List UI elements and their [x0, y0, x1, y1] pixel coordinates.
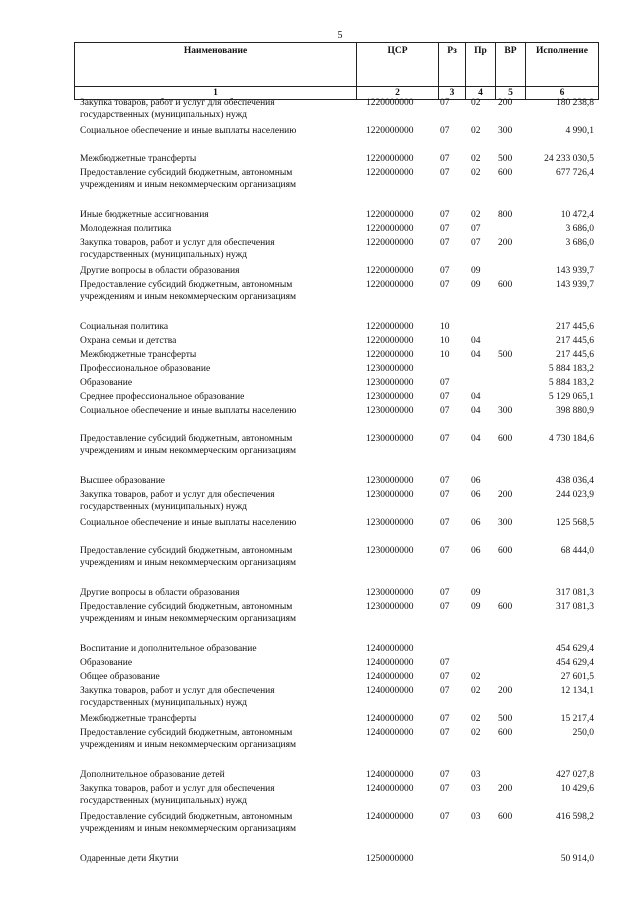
row-name [80, 363, 350, 375]
row-pr: 09 [471, 280, 481, 290]
row-name [80, 713, 350, 725]
row-csr: 1220000000 [366, 154, 414, 164]
row-amount: 4 730 184,6 [548, 434, 594, 444]
row-rz: 07 [440, 224, 450, 234]
row-vr: 500 [498, 154, 513, 164]
row-pr: 02 [471, 126, 481, 136]
row-name-line: Общее образование [80, 672, 160, 682]
row-amount: 454 629,4 [556, 658, 594, 668]
row-pr: 03 [471, 784, 481, 794]
row-name-line: Социальное обеспечение и иные выплаты населению [80, 518, 297, 528]
row-name-line: Межбюджетные трансферты [80, 714, 197, 724]
row-pr: 03 [471, 770, 481, 780]
row-amount: 10 472,4 [560, 210, 594, 220]
row-name [80, 475, 350, 487]
row-rz: 07 [440, 686, 450, 696]
row-rz: 10 [440, 350, 450, 360]
row-amount: 24 233 030,5 [544, 154, 594, 164]
row-name-line: Молодежная политика [80, 224, 172, 234]
row-name-line: Предоставление субсидий бюджетным, автономным [80, 280, 293, 290]
row-name-line: Высшее образование [80, 476, 166, 486]
row-amount: 15 217,4 [560, 714, 594, 724]
row-amount: 125 568,5 [556, 518, 594, 528]
row-name-line: учреждениям и иным некоммерческим организациям [80, 446, 297, 456]
row-name-line: государственных (муниципальных) нужд [80, 796, 247, 806]
row-vr: 800 [498, 210, 513, 220]
row-vr: 600 [498, 812, 513, 822]
row-rz: 10 [440, 336, 450, 346]
row-rz: 07 [440, 98, 450, 108]
row-name [80, 657, 350, 669]
row-vr: 200 [498, 490, 513, 500]
row-amount: 68 444,0 [560, 546, 594, 556]
row-name-line: Предоставление субсидий бюджетным, автономным [80, 812, 293, 822]
row-name [80, 223, 350, 235]
header-csr: ЦСР [357, 43, 439, 87]
row-csr: 1230000000 [366, 406, 414, 416]
row-csr: 1240000000 [366, 770, 414, 780]
header-rz: Рз [439, 43, 466, 87]
row-name [80, 97, 350, 121]
row-name [80, 153, 350, 165]
row-rz: 07 [440, 238, 450, 248]
row-rz: 07 [440, 210, 450, 220]
row-amount: 50 914,0 [560, 854, 594, 864]
row-name-line: Межбюджетные трансферты [80, 350, 197, 360]
row-name-line: Охрана семьи и детства [80, 336, 177, 346]
row-rz: 10 [440, 322, 450, 332]
row-pr: 02 [471, 728, 481, 738]
row-vr: 200 [498, 784, 513, 794]
row-pr: 07 [471, 224, 481, 234]
row-pr: 02 [471, 168, 481, 178]
header-pr: Пр [466, 43, 496, 87]
row-name-line: учреждениям и иным некоммерческим организациям [80, 824, 297, 834]
row-csr: 1220000000 [366, 350, 414, 360]
row-rz: 07 [440, 714, 450, 724]
row-pr: 06 [471, 518, 481, 528]
row-name-line: Дополнительное образование детей [80, 770, 225, 780]
header-name: Наименование [75, 43, 357, 87]
row-rz: 07 [440, 154, 450, 164]
row-name-line: Межбюджетные трансферты [80, 154, 197, 164]
row-csr: 1220000000 [366, 224, 414, 234]
row-name-line: Закупка товаров, работ и услуг для обеспечения [80, 686, 275, 696]
row-csr: 1230000000 [366, 602, 414, 612]
row-rz: 07 [440, 168, 450, 178]
row-name-line: учреждениям и иным некоммерческим организациям [80, 740, 297, 750]
row-amount: 454 629,4 [556, 644, 594, 654]
row-name-line: государственных (муниципальных) нужд [80, 698, 247, 708]
row-pr: 04 [471, 392, 481, 402]
row-name [80, 685, 350, 709]
row-name-line: Социальная политика [80, 322, 169, 332]
row-amount: 4 990,1 [565, 126, 594, 136]
row-name [80, 433, 350, 457]
row-name [80, 769, 350, 781]
row-vr: 600 [498, 728, 513, 738]
row-csr: 1220000000 [366, 322, 414, 332]
row-pr: 04 [471, 406, 481, 416]
row-name-line: Среднее профессиональное образование [80, 392, 245, 402]
row-pr: 02 [471, 686, 481, 696]
row-vr: 600 [498, 280, 513, 290]
row-csr: 1250000000 [366, 854, 414, 864]
row-amount: 317 081,3 [556, 602, 594, 612]
row-name [80, 601, 350, 625]
row-rz: 07 [440, 588, 450, 598]
row-vr: 300 [498, 518, 513, 528]
row-pr: 06 [471, 546, 481, 556]
row-name [80, 335, 350, 347]
row-name [80, 545, 350, 569]
row-csr: 1230000000 [366, 476, 414, 486]
row-amount: 250,0 [572, 728, 594, 738]
row-name [80, 377, 350, 389]
row-pr: 04 [471, 336, 481, 346]
row-csr: 1230000000 [366, 364, 414, 374]
row-rz: 07 [440, 728, 450, 738]
row-csr: 1230000000 [366, 434, 414, 444]
row-vr: 500 [498, 350, 513, 360]
row-name-line: государственных (муниципальных) нужд [80, 502, 247, 512]
row-csr: 1220000000 [366, 280, 414, 290]
row-amount: 217 445,6 [556, 322, 594, 332]
row-name-line: Иные бюджетные ассигнования [80, 210, 209, 220]
row-name-line: учреждениям и иным некоммерческим организациям [80, 614, 297, 624]
row-amount: 3 686,0 [565, 224, 594, 234]
row-rz: 07 [440, 518, 450, 528]
row-name-line: Предоставление субсидий бюджетным, автономным [80, 434, 293, 444]
row-amount: 438 036,4 [556, 476, 594, 486]
row-name-line: учреждениям и иным некоммерческим организациям [80, 292, 297, 302]
row-amount: 244 023,9 [556, 490, 594, 500]
row-name-line: Предоставление субсидий бюджетным, автономным [80, 168, 293, 178]
row-amount: 217 445,6 [556, 350, 594, 360]
row-vr: 600 [498, 602, 513, 612]
row-pr: 02 [471, 210, 481, 220]
row-amount: 12 134,1 [560, 686, 594, 696]
row-pr: 09 [471, 588, 481, 598]
row-rz: 07 [440, 378, 450, 388]
row-vr: 300 [498, 126, 513, 136]
row-amount: 27 601,5 [560, 672, 594, 682]
row-csr: 1220000000 [366, 168, 414, 178]
row-name [80, 727, 350, 751]
row-name [80, 391, 350, 403]
row-csr: 1240000000 [366, 714, 414, 724]
header-num-3: 3 [439, 87, 466, 100]
row-name [80, 489, 350, 513]
row-name [80, 811, 350, 835]
row-name [80, 405, 350, 417]
row-csr: 1220000000 [366, 126, 414, 136]
header-num-1: 1 [75, 87, 357, 100]
row-name-line: Другие вопросы в области образования [80, 588, 240, 598]
row-csr: 1240000000 [366, 812, 414, 822]
row-rz: 07 [440, 672, 450, 682]
row-name [80, 237, 350, 261]
row-rz: 07 [440, 126, 450, 136]
row-pr: 09 [471, 602, 481, 612]
row-amount: 3 686,0 [565, 238, 594, 248]
row-amount: 317 081,3 [556, 588, 594, 598]
row-rz: 07 [440, 392, 450, 402]
row-name-line: Социальное обеспечение и иные выплаты населению [80, 126, 297, 136]
row-rz: 07 [440, 266, 450, 276]
row-rz: 07 [440, 812, 450, 822]
row-pr: 06 [471, 476, 481, 486]
row-name [80, 587, 350, 599]
row-vr: 600 [498, 168, 513, 178]
row-amount: 143 939,7 [556, 266, 594, 276]
row-csr: 1240000000 [366, 644, 414, 654]
row-csr: 1220000000 [366, 210, 414, 220]
row-name-line: Одаренные дети Якутии [80, 854, 179, 864]
row-rz: 07 [440, 406, 450, 416]
row-rz: 07 [440, 434, 450, 444]
row-name-line: Образование [80, 378, 133, 388]
header-num-6: 6 [526, 87, 599, 100]
row-name-line: Другие вопросы в области образования [80, 266, 240, 276]
row-name-line: Закупка товаров, работ и услуг для обеспечения [80, 98, 275, 108]
row-pr: 06 [471, 490, 481, 500]
row-name-line: государственных (муниципальных) нужд [80, 110, 247, 120]
table-header [74, 42, 598, 100]
row-vr: 200 [498, 238, 513, 248]
row-name [80, 643, 350, 655]
row-csr: 1240000000 [366, 686, 414, 696]
row-vr: 200 [498, 686, 513, 696]
row-name [80, 209, 350, 221]
row-csr: 1230000000 [366, 392, 414, 402]
row-pr: 04 [471, 434, 481, 444]
header-num-4: 4 [466, 87, 496, 100]
row-csr: 1240000000 [366, 658, 414, 668]
row-csr: 1220000000 [366, 336, 414, 346]
row-amount: 416 598,2 [556, 812, 594, 822]
header-amount: Исполнение [526, 43, 599, 87]
row-vr: 200 [498, 98, 513, 108]
row-amount: 5 884 183,2 [548, 364, 594, 374]
page-number: 5 [337, 30, 343, 41]
row-name-line: Закупка товаров, работ и услуг для обеспечения [80, 490, 275, 500]
row-rz: 07 [440, 602, 450, 612]
row-pr: 09 [471, 266, 481, 276]
row-vr: 600 [498, 546, 513, 556]
row-amount: 677 726,4 [556, 168, 594, 178]
row-name-line: Закупка товаров, работ и услуг для обеспечения [80, 238, 275, 248]
row-vr: 500 [498, 714, 513, 724]
row-amount: 143 939,7 [556, 280, 594, 290]
row-name-line: Предоставление субсидий бюджетным, автономным [80, 602, 293, 612]
row-amount: 398 880,9 [556, 406, 594, 416]
row-amount: 5 884 183,2 [548, 378, 594, 388]
row-vr: 300 [498, 406, 513, 416]
row-name-line: Предоставление субсидий бюджетным, автономным [80, 728, 293, 738]
row-pr: 02 [471, 98, 481, 108]
row-pr: 03 [471, 812, 481, 822]
row-name-line: Закупка товаров, работ и услуг для обеспечения [80, 784, 275, 794]
row-name [80, 279, 350, 303]
row-csr: 1230000000 [366, 546, 414, 556]
row-csr: 1230000000 [366, 490, 414, 500]
row-rz: 07 [440, 770, 450, 780]
row-csr: 1220000000 [366, 98, 414, 108]
row-name [80, 671, 350, 683]
row-amount: 217 445,6 [556, 336, 594, 346]
row-csr: 1230000000 [366, 518, 414, 528]
header-num-5: 5 [496, 87, 526, 100]
row-name [80, 783, 350, 807]
row-amount: 180 238,8 [556, 98, 594, 108]
row-csr: 1240000000 [366, 784, 414, 794]
row-rz: 07 [440, 658, 450, 668]
row-csr: 1230000000 [366, 378, 414, 388]
row-csr: 1220000000 [366, 238, 414, 248]
row-name-line: учреждениям и иным некоммерческим организациям [80, 558, 297, 568]
row-amount: 10 429,6 [560, 784, 594, 794]
row-name-line: Профессиональное образование [80, 364, 211, 374]
header-vr: ВР [496, 43, 526, 87]
row-pr: 02 [471, 672, 481, 682]
row-pr: 04 [471, 350, 481, 360]
row-name [80, 853, 350, 865]
row-amount: 427 027,8 [556, 770, 594, 780]
header-num-2: 2 [357, 87, 439, 100]
row-name-line: учреждениям и иным некоммерческим организациям [80, 180, 297, 190]
row-amount: 5 129 065,1 [548, 392, 594, 402]
row-name-line: Образование [80, 658, 133, 668]
row-rz: 07 [440, 546, 450, 556]
row-name-line: Социальное обеспечение и иные выплаты населению [80, 406, 297, 416]
row-name [80, 517, 350, 529]
row-pr: 02 [471, 154, 481, 164]
row-vr: 600 [498, 434, 513, 444]
row-rz: 07 [440, 280, 450, 290]
row-rz: 07 [440, 476, 450, 486]
row-pr: 07 [471, 238, 481, 248]
row-pr: 02 [471, 714, 481, 724]
row-csr: 1240000000 [366, 672, 414, 682]
row-name-line: государственных (муниципальных) нужд [80, 250, 247, 260]
row-rz: 07 [440, 490, 450, 500]
row-name [80, 125, 350, 137]
row-rz: 07 [440, 784, 450, 794]
row-name-line: Предоставление субсидий бюджетным, автономным [80, 546, 293, 556]
row-name [80, 321, 350, 333]
row-csr: 1220000000 [366, 266, 414, 276]
row-csr: 1230000000 [366, 588, 414, 598]
row-name [80, 167, 350, 191]
row-csr: 1240000000 [366, 728, 414, 738]
row-name [80, 349, 350, 361]
row-name-line: Воспитание и дополнительное образование [80, 644, 257, 654]
row-name [80, 265, 350, 277]
